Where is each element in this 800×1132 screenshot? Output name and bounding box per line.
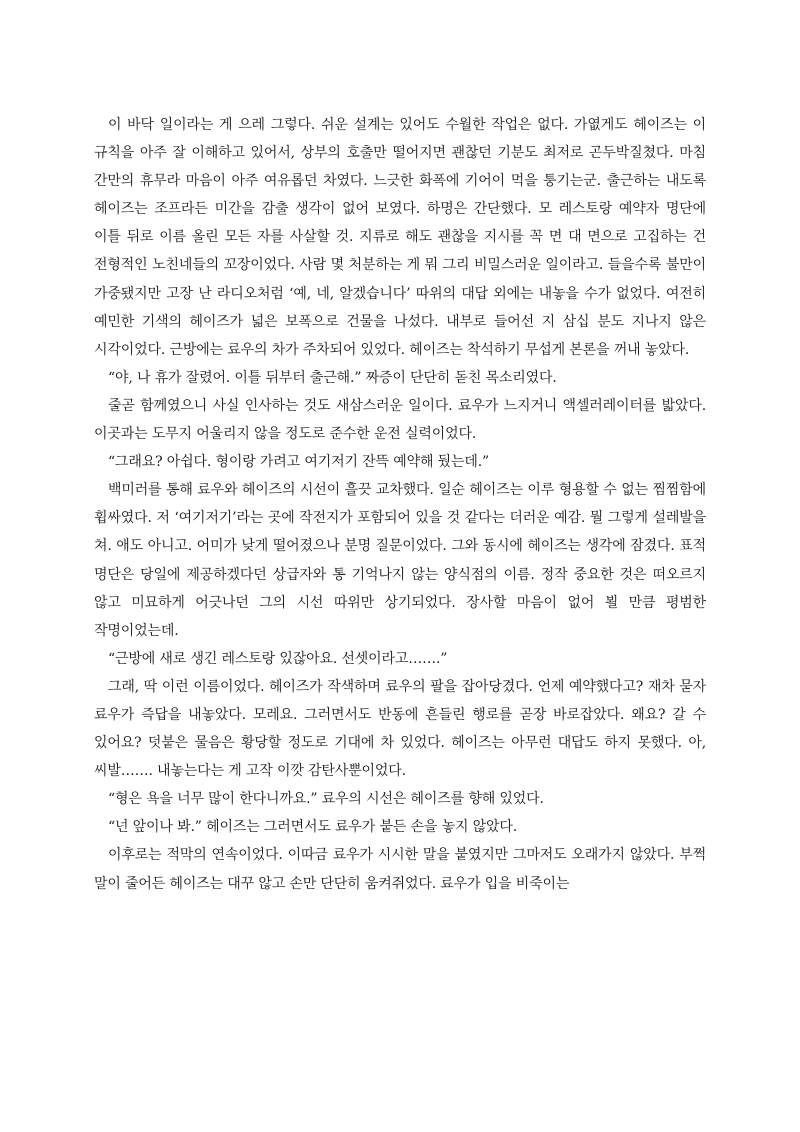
document-body: [94, 111, 706, 898]
paragraph-6: “근방에 새로 생긴 레스토랑 있잖아요. 선셋이라고…….”: [108, 650, 448, 667]
paragraph-8: “형은 욕을 너무 많이 한다니까요.” 료우의 시선은 헤이즈를 향해 있었다.: [108, 791, 544, 808]
paragraph-10: 이후로는 적막의 연속이었다. 이따금 료우가 시시한 말을 붙였지만 그마저도 오래가지 않았다. 부쩍 말이 줄어든 헤이즈는 대꾸 않고 손만 단단히 움켜쥐었다. 료우가 입을 비죽이는: [94, 847, 706, 892]
paragraph-2: “야, 나 휴가 잘렸어. 이틀 뒤부터 출근해.” 짜증이 단단히 돋친 목소리였다.: [108, 369, 557, 386]
paragraph-3: 줄곧 함께였으니 사실 인사하는 것도 새삼스러운 일이다. 료우가 느지거니 액셀러레이터를 밟았다. 이곳과는 도무지 어울리지 않을 정도로 준수한 운전 실력이었다.: [94, 397, 706, 443]
paragraph-4: “그래요? 아쉽다. 형이랑 가려고 여기저기 잔뜩 예약해 뒀는데.”: [108, 454, 490, 471]
paragraph-5: 백미러를 통해 료우와 헤이즈의 시선이 흘끗 교차했다. 일순 헤이즈는 이루 형용할 수 없는 찜찜함에 휩싸였다. 저 ‘여기저기’라는 곳에 작전지가 포함되어 있을 것 같다는 더러운 예감. 뭘 그렇게 설레발을 쳐. 애도 아니고. 어미가 낮게 떨어졌으나 분명 질문이었다. 그와 동시에 헤이즈는 생각에 잠겼다. 표적 명단은 당일에 제공하겠다던 상급자와 통 기억나지 않는 양식점의 이름. 정작 중요한 것은 떠오르지 않고 미묘하게 어긋나던 그의 시선 따위만 상기되었다. 장사할 마음이 없어 뵐 만큼 평범한 작명이었는데.: [94, 482, 706, 639]
paragraph-7: 그래, 딱 이런 이름이었다. 헤이즈가 작색하며 료우의 팔을 잡아당겼다. 언제 예약했다고? 재차 묻자 료우가 즉답을 내놓았다. 모레요. 그러면서도 반동에 흔들린 행로를 곧장 바로잡았다. 왜요? 갈 수 있어요? 덧붙은 물음은 황당할 정도로 기대에 차 있었다. 헤이즈는 아무런 대답도 하지 못했다. 아, 씨발……. 내놓는다는 게 고작 이깟 감탄사뿐이었다.: [94, 678, 706, 780]
paragraph-9: “넌 앞이나 봐.” 헤이즈는 그러면서도 료우가 붙든 손을 놓지 않았다.: [108, 819, 518, 836]
paragraph-1: 이 바닥 일이라는 게 으레 그렇다. 쉬운 설계는 있어도 수월한 작업은 없다. 가엾게도 헤이즈는 이 규칙을 아주 잘 이해하고 있어서, 상부의 호출만 떨어지면 괜찮던 기분도 최저로 곤두박질쳤다. 마침 간만의 휴무라 마음이 아주 여유롭던 차였다. 느긋한 화폭에 기어이 먹을 퉁기는군. 출근하는 내도록 헤이즈는 조프라든 미간을 감출 생각이 없어 보였다. 하명은 간단했다. 모 레스토랑 예약자 명단에 이틀 뒤로 이름 올린 모든 자를 사살할 것. 지류로 해도 괜찮을 지시를 꼭 면 대 면으로 고집하는 건 전형적인 노친네들의 꼬장이었다. 사람 몇 처분하는 게 뭐 그리 비밀스러운 일이라고. 들을수록 불만이 가중됐지만 고장 난 라디오처럼 ‘예, 네, 알겠습니다’ 따위의 대답 외에는 내놓을 수가 없었다. 여전히 예민한 기색의 헤이즈가 넓은 보폭으로 건물을 나섰다. 내부로 들어선 지 삼십 분도 지나지 않은 시각이었다. 근방에는 료우의 차가 주차되어 있었다. 헤이즈는 착석하기 무섭게 본론을 꺼내 놓았다.: [94, 117, 706, 358]
